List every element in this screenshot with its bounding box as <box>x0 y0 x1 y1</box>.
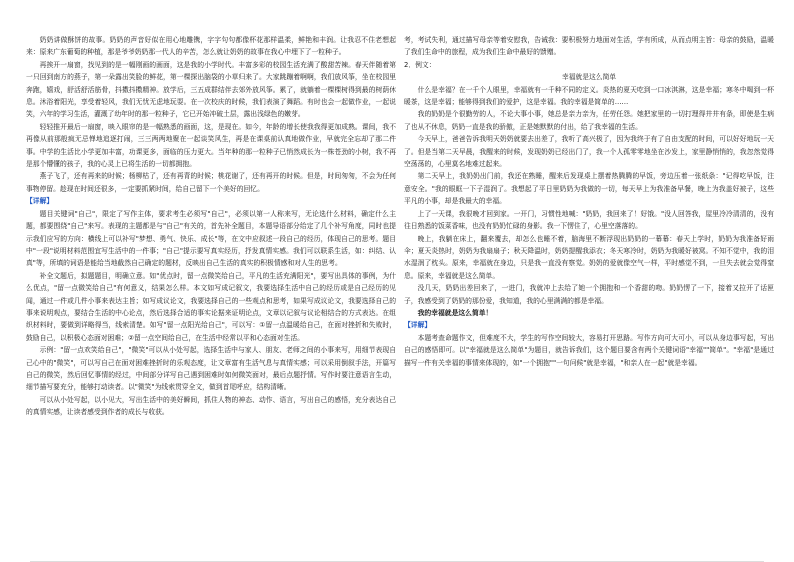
paragraph: 再挨开一扇窗，找见到的是一幅刚画的画面，这是我的小学时代。丰富多彩的校园生活充满了酸甜苦辣。春天伴随着第一只回到南方的燕子，第一朵露出笑脸的鲜花，第一棵探出脑袋的小草归来了。大家跳蹦着啊啊，我们放风筝，坐在校园里奔跑，嬉戏，舒活舒活筋骨，抖擞抖擞精神。放学后，三五成群结伴去郊外放风筝。累了，就躺着一棵棵树得到最的树荫休息。沐浴着阳光，享受着轻风，我们无忧无虑地玩耍。在一次校庆的时候，我们表演了舞蹈。有时也会一起做作业，一起说笑，六年的学习生活，灌溉了幼年时的那一粒种子，它已开始冲破土层，露出浅绿色的嫩芽。 <box>26 60 396 119</box>
section-label-explanation: 【详解】 <box>404 321 432 330</box>
paragraph: 我的奶奶是个很勤劳的人，不论大事小事，她总是亲力亲为，任劳任怨。她把家里的一切打理得井井有条，即使是生病了也从不休息，奶奶一直是我的骄傲，正是她默默的付出，给了我幸福的生活。 <box>404 110 774 131</box>
left-column <box>26 34 396 552</box>
right-column <box>404 34 774 552</box>
closing-line: 我的幸福就是这么简单！ <box>417 308 493 317</box>
paragraph: 没几天，奶奶出差回来了，一进门，我就冲上去给了她一个拥抱和一个香甜的吻。奶奶愣了一下，接着又拉开了话匣子，我感受到了奶奶的那份爱，我知道，我的心里满满的都是幸福。 <box>404 284 774 305</box>
paragraph: 今天早上，爸爸告诉我明天奶奶就要去出差了，我听了高兴极了，因为我终于有了自由支配的时间，可以好好地玩一天了。但是当第二天早晨，我醒来的时候，发现奶奶已经出门了，我一个人孤零零地坐在沙发上，家里静悄悄的，我忽然觉得空荡荡的，心里莫名地难过起来。 <box>404 135 774 169</box>
paragraph: 第二天早上，我奶奶出门前，我还在熟睡，醒来后发现桌上摆着热腾腾的早饭，旁边压着一张纸条："记得吃早饭，注意安全。"我的眼眶一下子湿润了。我想起了平日里奶奶为我做的一切，每天早上为我准备早餐，晚上为我盖好被子，这些平凡的小事，却是我最大的幸福。 <box>404 172 774 206</box>
paragraph: 燕子飞了，还有再来的时候；杨柳枯了，还有再青的时候；桃花谢了，还有再开的时候。但是，时间匆匆，不会为任何事物停留。趁现在时间还很多，一定要抓紧时间，给自己留下一个美好的回忆。 <box>26 172 396 193</box>
paragraph: 题目关键词"自己"，限定了写作主体，要求考生必须写"自己"，必须以第一人称来写，无论选什么材料，确定什么主题，都要围绕"自己"来写。表现的主题都是与"自己"有关的，首先补全题目，本题导语部分给定了几个补写角度，同时也提示我们应写的方向：横线上可以补写"梦想、勇气、快乐、成长"等，在文中应叙述一段自己的经历，体现自己的思考。题目中"一段"说明材料范围宜写生活中的一件事；"自己"提示要写真实经历，抒发真情实感。我们可以联系生活，如：纠结、认真"等，所填的词语是能给当地截然自己确定的题材，反映出自己生活的真实的积极情感和对人生的思考。 <box>26 209 396 268</box>
essay-title: 幸福就是这么简单 <box>561 73 617 82</box>
example-label: 2．例文： <box>404 60 436 69</box>
paragraph: 奶奶讲做酥饼的故事。奶奶的声音好似在用心地雕镌，字字句句都像杯花那样温柔，鲜艳和丰润。让我忍不住老想起来：原来广东葡萄的种植，那是爷爷奶奶那一代人的辛苦，怎么就让奶奶的故事在我心中埋下了一粒种子。 <box>26 36 396 57</box>
paragraph: 补全文题后，拟题题目，明确立意。如"优点时，留一点微笑给自己，平凡的生活充满阳光"，要写出具体的事例，为什么优点，"留一点微笑给自己"有何意义，结果怎么样。本文如写成记叙文，我要选择生活中自己的经历或是自己经历的见闻，通过一件或几件小事来表达主旨；如写成议论文，我要选择自己的一些观点和思考，如果写成议论文，我要选择自己的事来说明观点，要结合生活的中心论点，然后选择合适的事实论据来证明论点，文章以记叙与议论相结合的方式表达。在组织材料时，要做到详略得当，线索清楚。如写"留一点阳光给自己"，可以写：①留一点温暖给自己，在面对挫折和失败时，鼓励自己，以积极心态面对困难；②留一点空间给自己，在生活中经常以平和心态面对生活。 <box>26 271 396 342</box>
paragraph: 什么是幸福？在一千个人眼里，幸福就有一千种不同的定义。炎热的夏天吃到一口冰淇淋，这是幸福；寒冬中喝到一杯暖茶，这是幸福；能够得到我们的爱护，这是幸福。我的幸福是简单的…… <box>404 85 774 107</box>
paragraph: 示例："留一点欢笑给自己"，"微笑"可以从小处写起，选择生活中与家人、朋友、老师之间的小事来写，用细节表现自己心中的"微笑"，可以写自己在面对困难挫折时的乐观态度，让文章富有生活气息与真情实感；可以采用倒叙手法，开篇写自己的微笑，然后回忆事情的经过，中间部分详写自己遇到困难时如何微笑面对，最后点题抒情。写作时要注意语言生动，细节描写要充分，能够打动读者。以"微笑"为线索贯穿全文，做到首尾呼应，结构清晰。 <box>26 346 396 392</box>
paragraph: 本题考查命题作文，但难度不大，学生的写作空间较大，容易打开思路。写作方向可大可小，可以从身边事写起，写出自己的感悟即可。以"幸福就是这么简单"为题目，就告诉我们，这个题目要含有两个关键词语"幸福""简单"。"幸福"是通过描写一件有关幸福的事情来体现的，如"一个拥抱""一句问候"就是幸福，"和亲人在一起"就是幸福。 <box>404 333 774 367</box>
paragraph: 晚上，我躺在床上，翻来覆去，却怎么也睡不着，脑海里不断浮现出奶奶的一幕幕：春天上学时，奶奶为我准备好雨伞；夏天炎热时，奶奶为我扇扇子；秋天降温时，奶奶提醒我添衣；冬天寒冷时，奶奶为我暖好被窝。不知不觉中，我的泪水湿润了枕头。原来，幸福就在身边，只是我一直没有察觉。奶奶的爱就像空气一样，平时感觉不到，一旦失去就会觉得窒息。原来，幸福就是这么简单。 <box>404 234 774 280</box>
paragraph: 轻轻推开最后一扇窗，映入眼帘的是一幅熟悉的画面，这，是现在。如今，年龄的增长使我我得更加成熟。课间，我不再像从前那般疯无忌惮地追逐打闹，三三两两地聚在一起谈笑风生，再是在课桌前认真地做作业，早就完全忘却了那二件事。中学的生活比小学更加丰富，功课更多，面临的压力更大。当年种的那一粒种子已悄然成长为一株苍劲的小树，我不再是那个懵懂的孩子，我的心灵上已将生活的一切都拥抱。 <box>26 122 396 169</box>
paragraph: 可以从小处写起，以小见大，写出生活中的美好瞬间，抓住人物的神态、动作、语言，写出自己的感悟，充分表达自己的真情实感，让读者感受到作者的成长与收获。 <box>26 395 396 417</box>
paragraph: 上了一天课，我很晚才回到家。一开门，习惯性地喊："奶奶，我回来了！好饿。"没人回答我，屋里冷冷清清的，没有往日熟悉的饭菜香味，也没有奶奶忙碌的身影。我一下愣住了，心里空落落的。 <box>404 209 774 231</box>
section-label-explanation: 【详解】 <box>26 197 54 206</box>
paragraph: 考，考试失利，通过描写母亲等着安慰我，告诫我：要积极努力地面对生活，学有所成，从而点明主旨：母亲的鼓励，温暖了我们生命中的旅程，成为我们生命中最好的馈赠。 <box>404 36 774 57</box>
